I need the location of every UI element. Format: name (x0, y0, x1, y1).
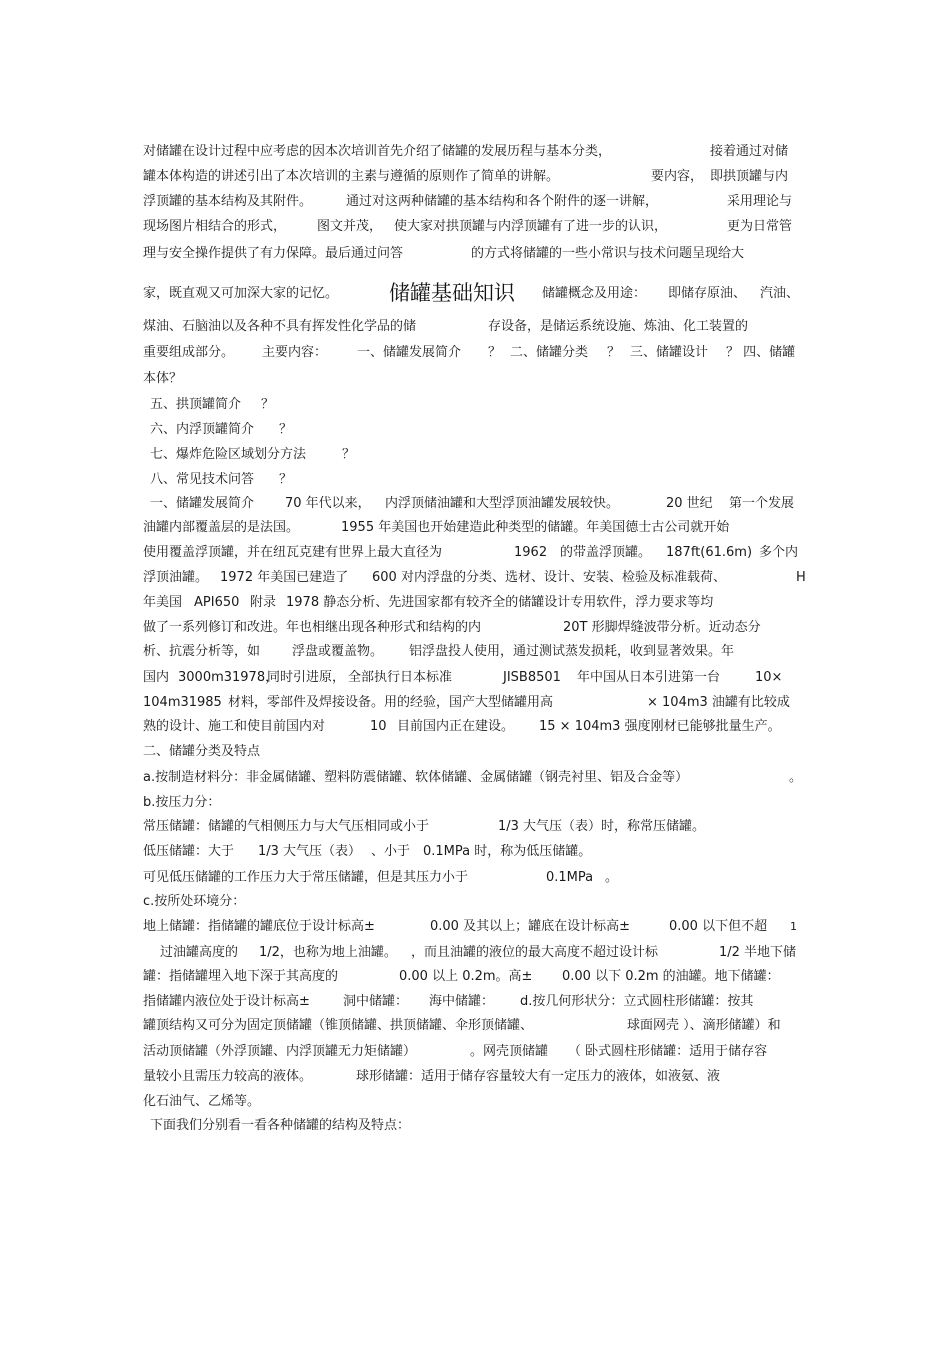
text-run: 187ft(61.6m) (666, 545, 753, 560)
text-line (0, 1018, 950, 1033)
text-run: 二、储罐分类 (510, 345, 589, 360)
text-run: 汽油、 (760, 286, 800, 301)
text-run: 罐本体构造的讲述引出了本次培训的主素与遵循的原则作了简单的讲解。 (143, 169, 560, 184)
text-run: 图文并茂， (317, 219, 383, 234)
text-line (0, 620, 950, 635)
text-run: 浮顶油罐。 (143, 570, 209, 585)
text-line (0, 169, 950, 184)
text-run: 10 (370, 719, 387, 734)
text-run: 常压储罐：储罐的气相侧压力与大气压相同或小于 (143, 819, 430, 834)
text-line (0, 345, 950, 360)
text-line (0, 744, 950, 759)
text-line (0, 246, 950, 261)
text-line (0, 1069, 950, 1084)
text-run: H (796, 570, 806, 585)
text-line (0, 969, 950, 984)
text-run: 3000m31978， (178, 670, 279, 685)
text-run: c.按所处环境分： (143, 894, 246, 909)
text-run: 下面我们分别看一看各种储罐的结构及特点： (150, 1118, 411, 1133)
text-run: 的方式将储罐的一些小常识与技术问题呈现给大 (471, 246, 745, 261)
text-run: 1/2，也称为地上油罐。 (259, 945, 397, 960)
text-run: 15 × 104m3 强度刚材已能够批量生产。 (539, 719, 781, 734)
text-run: 1972 年美国已建造了 (220, 570, 349, 585)
text-run: 年中国从日本引进第一台 (577, 670, 721, 685)
text-run: 对储罐在设计过程中应考虑的因本次培训首先介绍了储罐的发展历程与基本分类， (143, 144, 612, 159)
text-line (0, 894, 950, 909)
text-run: 0.00 以下但不超 (669, 919, 768, 934)
text-line (0, 422, 950, 437)
text-run: 七、爆炸危险区域划分方法 (150, 447, 307, 462)
text-run: 现场图片相结合的形式， (143, 219, 287, 234)
text-run: 主要内容： (262, 345, 328, 360)
text-run: 罐：指储罐埋入地下深于其高度的 (143, 969, 339, 984)
text-line (0, 545, 950, 560)
text-run: 罐顶结构又可分为固定顶储罐（锥顶储罐、拱顶储罐、伞形顶储罐、 (143, 1018, 534, 1033)
text-run: （ 卧式圆柱形储罐：适用于储存容 (568, 1044, 768, 1059)
text-run: 量较小且需压力较高的液体。 (143, 1069, 313, 1084)
text-run: 化石油气、乙烯等。 (143, 1094, 261, 1109)
text-run: 1955 年美国也开始建造此种类型的储罐。年美国德士古公司就开始 (341, 520, 730, 535)
text-run: 指储罐内液位处于设计标高± (143, 994, 310, 1009)
text-run: 104m31985 (143, 695, 222, 710)
text-run: 球面网壳 ）、滴形储罐）和 (627, 1018, 781, 1033)
text-run: 通过对这两种储罐的基本结构和各个附件的逐一讲解， (346, 194, 659, 209)
text-run: 海中储罐： (429, 994, 495, 1009)
text-run: 使用覆盖浮顶罐，并在纽瓦克建有世界上最大直径为 (143, 545, 443, 560)
text-line (0, 644, 950, 659)
text-run: d.按几何形状分：立式圆柱形储罐：按其 (520, 994, 754, 1009)
text-run: 理与安全操作提供了有力保障。最后通过问答 (143, 246, 404, 261)
text-run: 。 (789, 770, 803, 785)
text-run: 本体？ (143, 371, 183, 386)
text-run: 使大家对拱顶罐与内浮顶罐有了进一步的认识， (394, 219, 668, 234)
text-run: JISB8501 (503, 670, 561, 685)
text-run: 活动顶储罐（外浮顶罐、内浮顶罐无力矩储罐） (143, 1044, 417, 1059)
text-line (0, 1094, 950, 1109)
text-run: 70 年代以来， (285, 496, 371, 511)
text-run: 内浮顶储油罐和大型浮顶油罐发展较快。 (385, 496, 620, 511)
text-line (0, 695, 950, 710)
text-line (0, 472, 950, 487)
text-run: × 104m3 油罐有比较成 (647, 695, 790, 710)
text-run: 1978 静态分析、先进国家都有较齐全的储罐设计专用软件，浮力要求等均 (286, 595, 714, 610)
text-run: 铝浮盘投人使用，通过测试蒸发损耗，收到显著效果。年 (409, 644, 735, 659)
text-line (0, 770, 950, 785)
text-run: 即拱顶罐与内 (710, 169, 789, 184)
text-line (0, 945, 950, 960)
text-line (0, 219, 950, 234)
text-run: 即储存原油、 (668, 286, 747, 301)
text-run: 做了一系列修订和改进。年也相继出现各种形式和结构的内 (143, 620, 482, 635)
text-run: 二、储罐分类及特点 (143, 744, 261, 759)
text-line (0, 319, 950, 334)
text-run: 。 (605, 870, 619, 885)
text-run: 1/3 大气压（表） (258, 844, 362, 859)
text-run: 五、拱顶罐简介 (150, 397, 242, 412)
text-run: 重要组成部分。 (143, 345, 235, 360)
text-line (0, 844, 950, 859)
text-run: a.按制造材料分：非金属储罐、塑料防震储罐、软体储罐、金属储罐（钢壳衬里、铝及合金等） (143, 770, 689, 785)
text-run: 0.00 以上 0.2m。高± (399, 969, 533, 984)
text-run: 地上储罐：指储罐的罐底位于设计标高± (143, 919, 375, 934)
text-run: 浮盘或覆盖物。 (292, 644, 384, 659)
text-run: 年美国 (143, 595, 183, 610)
text-run: ？ (279, 472, 293, 487)
text-run: b.按压力分： (143, 795, 221, 810)
text-run: 一、储罐发展简介 (357, 345, 462, 360)
text-run: 1/3 大气压（表）时，称常压储罐。 (498, 819, 706, 834)
text-run: 材料，零部件及焊接设备。用的经验，国产大型储罐用高 (228, 695, 554, 710)
text-run: 析、抗震分析等，如 (143, 644, 261, 659)
text-run: 三、储罐设计 (630, 345, 709, 360)
text-run: 存设备，是储运系统设施、炼油、化工装置的 (488, 319, 749, 334)
text-run: 目前国内正在建设。 (397, 719, 515, 734)
text-line (0, 194, 950, 209)
text-line (0, 1118, 950, 1133)
text-run: 1962 (514, 545, 548, 560)
text-run: 洞中储罐： (343, 994, 409, 1009)
text-run: 。网壳顶储罐 (470, 1044, 549, 1059)
text-run: 浮顶罐的基本结构及其附件。 (143, 194, 313, 209)
text-run: ，而且油罐的液位的最大高度不超过设计标 (411, 945, 659, 960)
text-line (0, 795, 950, 810)
text-run: 接着通过对储 (710, 144, 789, 159)
text-run: 0.00 及其以上；罐底在设计标高± (430, 919, 630, 934)
text-run: 附录 (250, 595, 277, 610)
text-line (0, 144, 950, 159)
text-run: 八、常见技术问答 (150, 472, 255, 487)
text-line (0, 1044, 950, 1059)
text-run: ？ (488, 345, 502, 360)
text-line (0, 371, 950, 386)
text-line (0, 670, 950, 685)
text-line (0, 570, 950, 585)
text-line (0, 281, 950, 305)
text-run: 20T 形脚焊缝波带分析。近动态分 (563, 620, 761, 635)
text-run: 第一个发展 (729, 496, 795, 511)
text-run: 、小于 (371, 844, 411, 859)
text-run: 国内 (143, 670, 170, 685)
document-title: 储罐基础知识 (389, 281, 515, 305)
text-run: 全部执行日本标准 (348, 670, 453, 685)
text-run: 600 对内浮盘的分类、选材、设计、安装、检验及标准载荷、 (372, 570, 726, 585)
text-run: 20 世纪 (666, 496, 713, 511)
text-line (0, 447, 950, 462)
text-run: 油罐内部覆盖层的是法国。 (143, 520, 300, 535)
text-run: 可见低压储罐的工作压力大于常压储罐，但是其压力小于 (143, 870, 469, 885)
text-run: 的带盖浮顶罐。 (560, 545, 652, 560)
text-run: 过油罐高度的 (160, 945, 239, 960)
text-run: 煤油、石脑油以及各种不具有挥发性化学品的储 (143, 319, 417, 334)
text-run: ？ 四、储罐 (726, 345, 796, 360)
text-run: ？ (342, 447, 356, 462)
text-run: 熟的设计、施工和使目前国内对 (143, 719, 326, 734)
text-line (0, 496, 950, 511)
text-run: API650 (194, 595, 240, 610)
text-line (0, 819, 950, 834)
text-run: 储罐概念及用途： (542, 286, 647, 301)
text-run: 1/2 半地下储 (719, 945, 797, 960)
page-number: 1 (790, 920, 797, 933)
text-run: ？ (279, 422, 293, 437)
text-line (0, 919, 950, 934)
text-run: 一、储罐发展简介 (150, 496, 255, 511)
text-run: 球形储罐：适用于储存容量较大有一定压力的液体，如液氨、液 (356, 1069, 721, 1084)
text-line (0, 719, 950, 734)
text-line (0, 595, 950, 610)
text-run: 采用理论与 (727, 194, 793, 209)
text-run: 0.1MPa 时，称为低压储罐。 (423, 844, 592, 859)
text-run: 多个内 (759, 545, 799, 560)
text-line (0, 870, 950, 885)
text-run: 10× (755, 670, 783, 685)
text-run: ？ (607, 345, 621, 360)
text-line (0, 397, 950, 412)
text-line (0, 994, 950, 1009)
text-run: 同时引进原， (267, 670, 346, 685)
text-run: 六、内浮顶罐简介 (150, 422, 255, 437)
text-run: 家，既直观又可加深大家的记忆。 (143, 286, 339, 301)
text-line (0, 520, 950, 535)
text-run: ？ (261, 397, 275, 412)
text-run: 低压储罐：大于 (143, 844, 235, 859)
text-run: 0.00 以下 0.2m 的油罐。地下储罐： (562, 969, 780, 984)
text-run: 0.1MPa (546, 870, 594, 885)
text-run: 要内容， (651, 169, 704, 184)
text-run: 更为日常管 (727, 219, 793, 234)
